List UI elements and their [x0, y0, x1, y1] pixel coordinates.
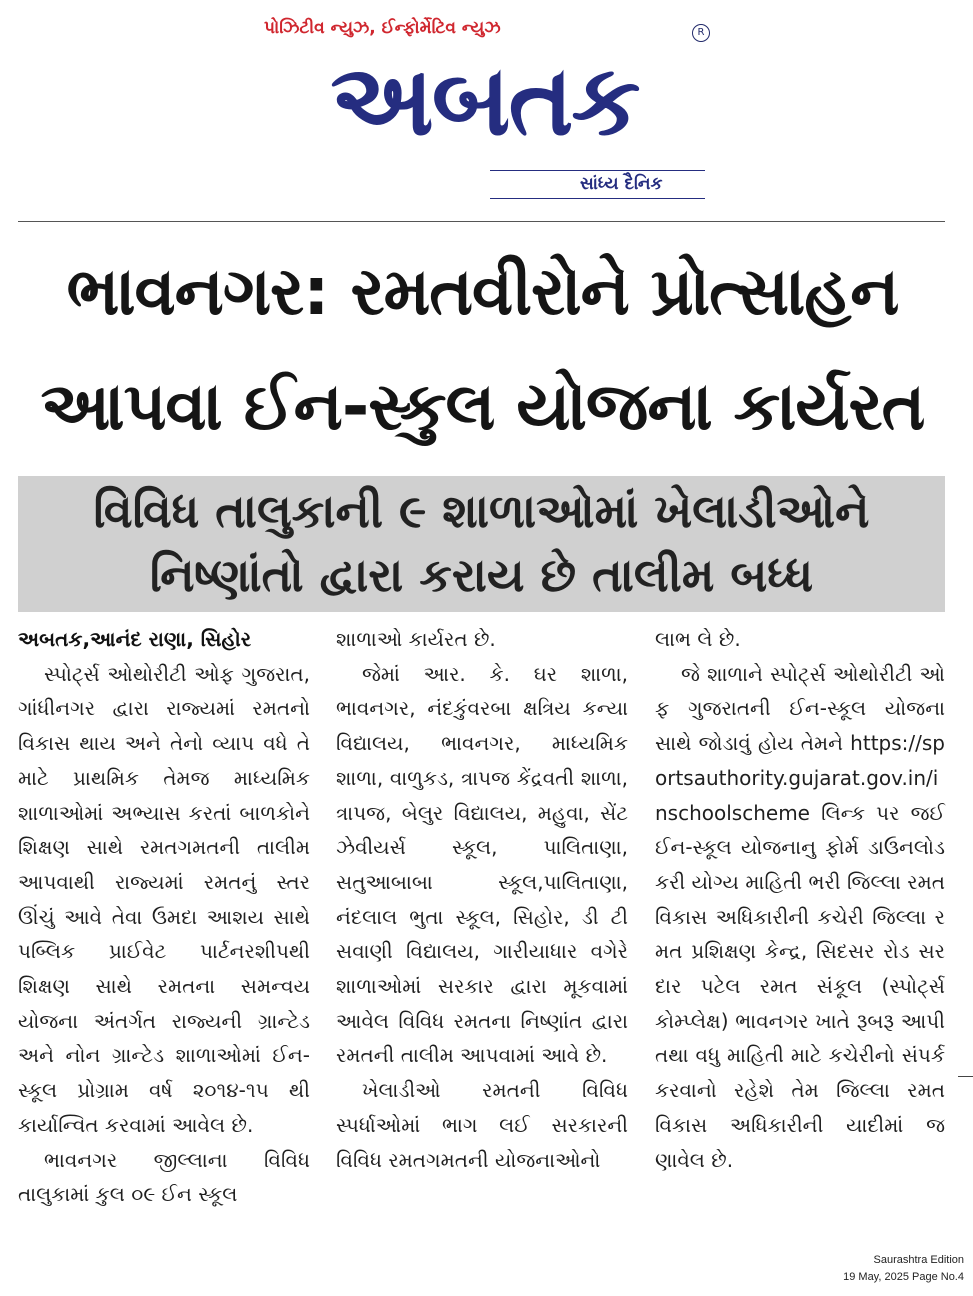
paragraph: લાભ લે છે.: [655, 627, 741, 651]
page-footer: [764, 1252, 964, 1286]
byline: અબતક,આનંદ રાણા, સિહોર: [18, 627, 252, 651]
newspaper-logo: અબતક: [330, 44, 639, 158]
subheadline-band: [18, 476, 945, 612]
date-page-label: 19 May, 2025 Page No.4: [843, 1271, 964, 1283]
article-column-3: [655, 622, 945, 1177]
masthead: [0, 0, 973, 215]
headline-line-2: આપવા ઈન-સ્કુલ યોજના કાર્યરત: [40, 368, 925, 445]
logo-rule: [490, 170, 705, 171]
masthead-divider: [18, 221, 945, 222]
headline-line-1: ભાવનગર: રમતવીરોને પ્રોત્સાહન: [66, 253, 899, 330]
subheadline-line-2: નિષ્ણાંતો દ્વારા કરાય છે તાલીમ બધ્ધ: [149, 548, 814, 602]
article-column-1: [18, 622, 310, 1212]
subheadline-line-1: વિવિધ તાલુકાની ૯ શાળાઓમાં ખેલાડીઓને: [93, 484, 870, 538]
article-column-2: [336, 622, 628, 1177]
paragraph: સ્પોર્ટ્સ ઓથોરીટી ઓફ ગુજરાત, ગાંધીનગર દ્વારા રાજ્યમાં રમતનો વિકાસ થાય અને તેનો વ્યાપ વધે તે માટે પ્રાથમિક તેમજ માધ્યમિક શાળાઓમાં અભ્યાસ કરતાં બાળકોને શિક્ષણ સાથે રમતગમતની તાલીમ આપવાથી રાજ્યમાં રમતનું સ્તર ઊંચું આવે તેવા ઉમદા આશય સાથે પબ્લિક પ્રાઈવેટ પાર્ટનરશીપથી શિક્ષણ સાથે રમતના સમન્વય યોજના અંતર્ગત રાજ્યની ગ્રાન્ટેડ અને નોન ગ્રાન્ટેડ શાળાઓમાં ઈન-સ્કૂલ પ્રોગ્રામ વર્ષ ૨૦૧૪-૧૫ થી કાર્યાન્વિત કરવામાં આવેલ છે.: [18, 661, 310, 1137]
paragraph: જે શાળાને સ્પોર્ટ્સ ઓથોરીટી ઓફ ગુજરાતની ઈન-સ્કૂલ યોજના સાથે જોડાવું હોય તેમને https://sportsauthority.gujarat.gov.in/inschoolscheme લિન્ક પર જઈ ઈન-સ્કૂલ યોજનાનુ ફોર્મ ડાઉનલોડ કરી યોગ્ય માહિતી ભરી જિલ્લા રમત વિકાસ અધિકારીની કચેરી જિલ્લા રમત પ્રશિક્ષણ કેન્દ્ર, સિદસર રોડ સરદાર પટેલ રમત સંકૂલ (સ્પોર્ટ્સ કોમ્પ્લેક્ષ) ભાવનગર ખાતે રૂબરૂ આપી તથા વધુ માહિતી માટે કચેરીનો સંપર્ક કરવાનો રહેશે તેમ જિલ્લા રમત વિકાસ અધિકારીની યાદીમાં જણાવેલ છે.: [655, 661, 945, 1172]
paragraph: જેમાં આર. કે. ઘર શાળા, ભાવનગર, નંદકુંવરબા ક્ષત્રિય કન્યા વિદ્યાલય, ભાવનગર, માધ્યમિક શાળા, વાળુકડ, ત્રાપજ કેંદ્રવતી શાળા, ત્રાપજ, બેલુર વિદ્યાલય, મહુવા, સેંટ ઝેવીયર્સ સ્કૂલ, પાલિતાણા, સતુઆબાબા સ્કૂલ,પાલિતાણા, નંદલાલ ભુતા સ્કૂલ, સિહોર, ડી ટી સવાણી વિદ્યાલય, ગારીયાધાર વગેરે શાળાઓમાં સરકાર દ્વારા મૂકવામાં આવેલ વિવિધ રમતના નિષ્ણાંત દ્વારા રમતની તાલીમ આપવામાં આવે છે.: [336, 661, 628, 1068]
masthead-subtitle: સાંધ્ય દૈનિક: [580, 174, 663, 194]
edition-label: Saurashtra Edition: [873, 1254, 964, 1266]
registered-trademark-icon: R: [692, 24, 710, 42]
logo-rule-bottom: [490, 198, 705, 199]
paragraph: શાળાઓ કાર્યરત છે.: [336, 627, 496, 651]
margin-mark: [958, 1076, 973, 1077]
paragraph: ભાવનગર જીલ્લાના વિવિધ તાલુકામાં કુલ ૦૯ ઈન સ્કૂલ: [18, 1147, 310, 1207]
paragraph: ખેલાડીઓ રમતની વિવિધ સ્પર્ધાઓમાં ભાગ લઈ સરકારની વિવિધ રમતગમતની યોજનાઓનો: [336, 1078, 628, 1172]
masthead-tagline: પોઝિટીવ ન્યુઝ, ઈન્ફોર્મેટિવ ન્યુઝ: [264, 18, 501, 38]
